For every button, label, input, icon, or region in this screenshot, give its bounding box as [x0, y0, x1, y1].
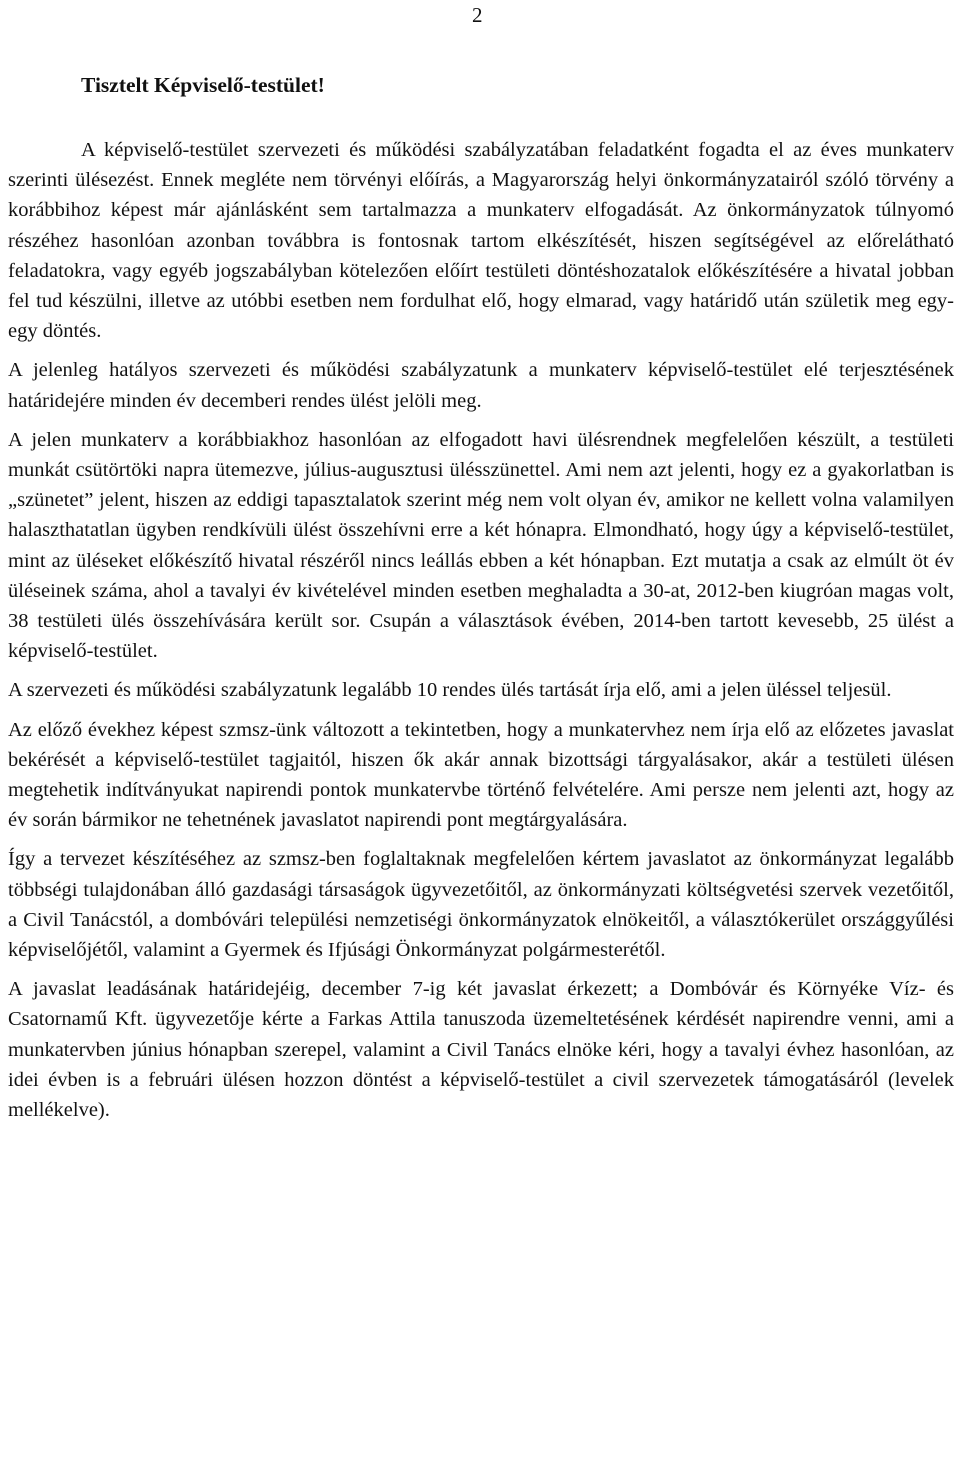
document-body — [8, 70, 954, 1125]
paragraph-szmsz-deadline: A jelenleg hatályos szervezeti és működési szabályzatunk a munkaterv képviselő-testület elé terjesztésének határidejére minden év decemberi rendes ülést jelöli meg. — [8, 359, 954, 412]
paragraph-received-proposals: A javaslat leadásának határidejéig, december 7-ig két javaslat érkezett; a Dombóvár és Környéke Víz- és Csatornamű Kft. ügyvezetője kérte a Farkas Attila tanuszoda üzemeltetésének kérdését napirendre venni, ami a munkatervben június hónapban szerepel, valamint a Civil Tanács elnöke kéri, hogy a tavalyi évhez hasonlóan, az idei évben is a februári ülésen hozzon döntést a képviselő-testület a civil szervezetek támogatásáról (levelek mellékelve). — [8, 978, 954, 1122]
paragraph-szmsz-change: Az előző évekhez képest szmsz-ünk változott a tekintetben, hogy a munkatervhez nem írja elő az előzetes javaslat bekérését a képviselő-testület tagjaitól, hiszen ők akár annak bizottsági tárgyalásakor, akár a testületi ülésen megtehetik indítványukat napirendi pontok munkatervbe történő felvételére. Ami persze nem jelenti azt, hogy az év során bármikor ne tehetnének javaslatot napirendi pont megtárgyalására. — [8, 718, 954, 832]
salutation-heading: Tisztelt Képviselő-testület! — [81, 73, 325, 97]
page-number: 2 — [472, 3, 483, 27]
paragraph-requested-proposals: Így a tervezet készítéséhez az szmsz-ben foglaltaknak megfelelően kértem javaslatot az önkormányzat legalább többségi tulajdonában álló gazdasági társaságok ügyvezetőitől, az önkormányzati költségvetési szervek vezetőitől, a Civil Tanácstól, a dombóvári települési nemzetiségi önkormányzatok elnökeitől, a választókerület országgyűlési képviselőjétől, valamint a Gyermek és Ifjúsági Önkormányzat polgármesterétől. — [8, 848, 954, 962]
paragraph-minimum-sessions: A szervezeti és működési szabályzatunk legalább 10 rendes ülés tartását írja elő, ami a jelen üléssel teljesül. — [8, 679, 892, 702]
paragraph-work-schedule: A jelen munkaterv a korábbiakhoz hasonlóan az elfogadott havi ülésrendnek megfelelően készült, a testületi munkát csütörtöki napra ütemezve, július-augusztusi ülésszünettel. Ami nem azt jelenti, hogy ez a gyakorlatban is „szünetet” jelent, hiszen az eddigi tapasztalatok szerint még nem volt olyan év, amikor ne kellett volna valamilyen halaszthatatlan ügyben rendkívüli ülést összehívni erre a két hónapra. Elmondható, hogy úgy a képviselő-testület, mint az üléseket előkészítő hivatal részéről nincs leállás ebben a két hónapban. Ezt mutatja a csak az elmúlt öt év üléseinek száma, ahol a tavalyi év kivételével minden esetben meghaladta a 30-at, 2012-ben kiugróan magas volt, 38 testületi ülés összehívására került sor. Csupán a választások évében, 2014-ben tartott kevesebb, 25 ülést a képviselő-testület. — [8, 428, 954, 663]
paragraph-intro: A képviselő-testület szervezeti és működési szabályzatában feladatként fogadta el az éves munkaterv szerinti ülésezést. Ennek megléte nem törvényi előírás, a Magyarország helyi önkormányzatairól szóló törvény a korábbihoz képest már ajánlásként sem tartalmazza a munkaterv elfogadását. Az önkormányzatok túlnyomó részéhez hasonlóan azonban továbbra is fontosnak tartom elkészítését, hiszen segítségével az előrelátható feladatokra, vagy egyéb jogszabályban kötelezően előírt testületi döntéshozatalok előkészítésére a hivatal jobban fel tud készülni, illetve az utóbbi esetben nem fordulhat elő, hogy elmarad, vagy határidő után születik meg egy-egy döntés. — [8, 139, 954, 343]
